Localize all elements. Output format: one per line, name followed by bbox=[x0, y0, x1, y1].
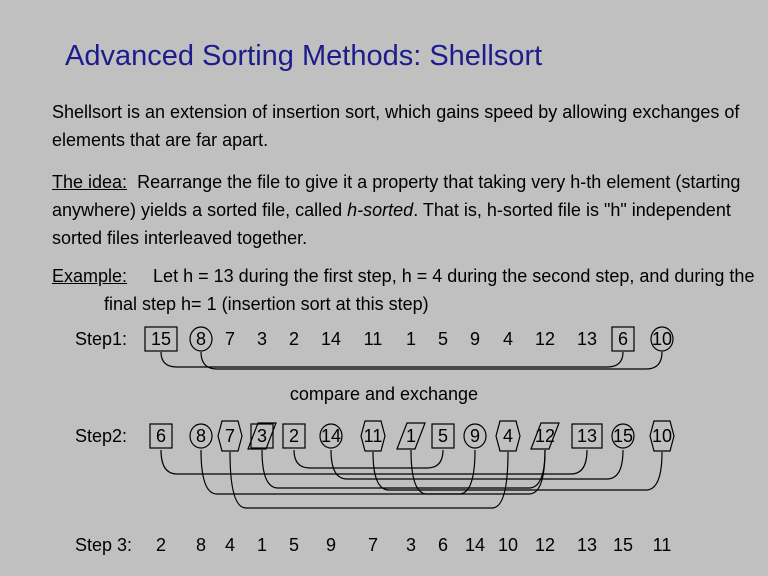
step1-value: 8 bbox=[195, 329, 207, 349]
step3-value: 5 bbox=[288, 535, 300, 555]
step1-value: 6 bbox=[617, 329, 629, 349]
step2-value: 3 bbox=[256, 426, 268, 446]
step1-value: 4 bbox=[502, 329, 514, 349]
step1-value: 11 bbox=[363, 329, 383, 349]
slide-title: Advanced Sorting Methods: Shellsort bbox=[65, 40, 543, 72]
step1-value: 15 bbox=[150, 329, 172, 349]
h-sorted-term: h-sorted bbox=[347, 200, 414, 220]
step3-value: 13 bbox=[576, 535, 598, 555]
step3-value: 1 bbox=[256, 535, 268, 555]
example-label: Example: bbox=[52, 266, 128, 286]
idea-text-after: . That is, h-sorted file is "h" independent sorted files interleaved together. bbox=[52, 200, 731, 248]
step2-value: 1 bbox=[405, 426, 417, 446]
step1-value: 13 bbox=[576, 329, 598, 349]
step3-value: 10 bbox=[497, 535, 519, 555]
compare-exchange-caption: compare and exchange bbox=[289, 384, 479, 404]
example-text: Let h = 13 during the first step, h = 4 during the second step, and during the final step h= 1 (insertion sort at this step) bbox=[104, 266, 755, 314]
step2-value: 8 bbox=[195, 426, 207, 446]
step2-value: 14 bbox=[320, 426, 342, 446]
group-arc bbox=[230, 452, 508, 508]
step3-label: Step 3: bbox=[75, 535, 133, 555]
step3-value: 6 bbox=[437, 535, 449, 555]
step2-value: 9 bbox=[469, 426, 481, 446]
step1-value: 9 bbox=[469, 329, 481, 349]
step1-value: 12 bbox=[534, 329, 556, 349]
idea-label: The idea: bbox=[52, 172, 128, 192]
group-arc bbox=[373, 452, 662, 490]
intro-paragraph: Shellsort is an extension of insertion sort, which gains speed by allowing exchanges of elements that are far apart. bbox=[52, 102, 740, 150]
step1-value: 2 bbox=[288, 329, 300, 349]
step1-value: 7 bbox=[224, 329, 236, 349]
step2-label: Step2: bbox=[75, 426, 128, 446]
step2-value: 5 bbox=[437, 426, 449, 446]
step1-value: 14 bbox=[320, 329, 342, 349]
step3-value: 7 bbox=[367, 535, 379, 555]
step3-value: 2 bbox=[155, 535, 167, 555]
step1-value: 10 bbox=[651, 329, 673, 349]
step2-value: 4 bbox=[502, 426, 514, 446]
step3-value: 15 bbox=[612, 535, 634, 555]
step3-value: 8 bbox=[195, 535, 207, 555]
step2-value: 2 bbox=[288, 426, 300, 446]
step2-value: 7 bbox=[224, 426, 236, 446]
step1-label: Step1: bbox=[75, 329, 128, 349]
step1-value: 1 bbox=[405, 329, 417, 349]
step3-value: 12 bbox=[534, 535, 556, 555]
step3-value: 11 bbox=[652, 535, 672, 555]
exchange-arc bbox=[161, 352, 623, 367]
step1-value: 5 bbox=[437, 329, 449, 349]
group-arc bbox=[262, 450, 545, 488]
idea-text-before: Rearrange the file to give it a property that taking very h-th element (starting anywhere) yields a sorted file, called bbox=[52, 172, 746, 220]
step3-value: 3 bbox=[405, 535, 417, 555]
step1-value: 3 bbox=[256, 329, 268, 349]
step2-value: 13 bbox=[576, 426, 598, 446]
step2-value: 11 bbox=[363, 426, 383, 446]
step3-value: 14 bbox=[464, 535, 486, 555]
group-arc bbox=[294, 450, 443, 468]
step2-value: 15 bbox=[612, 426, 634, 446]
step2-value: 12 bbox=[534, 426, 556, 446]
step3-value: 9 bbox=[325, 535, 337, 555]
step2-value: 6 bbox=[155, 426, 167, 446]
step3-value: 4 bbox=[224, 535, 236, 555]
step2-value: 10 bbox=[651, 426, 673, 446]
